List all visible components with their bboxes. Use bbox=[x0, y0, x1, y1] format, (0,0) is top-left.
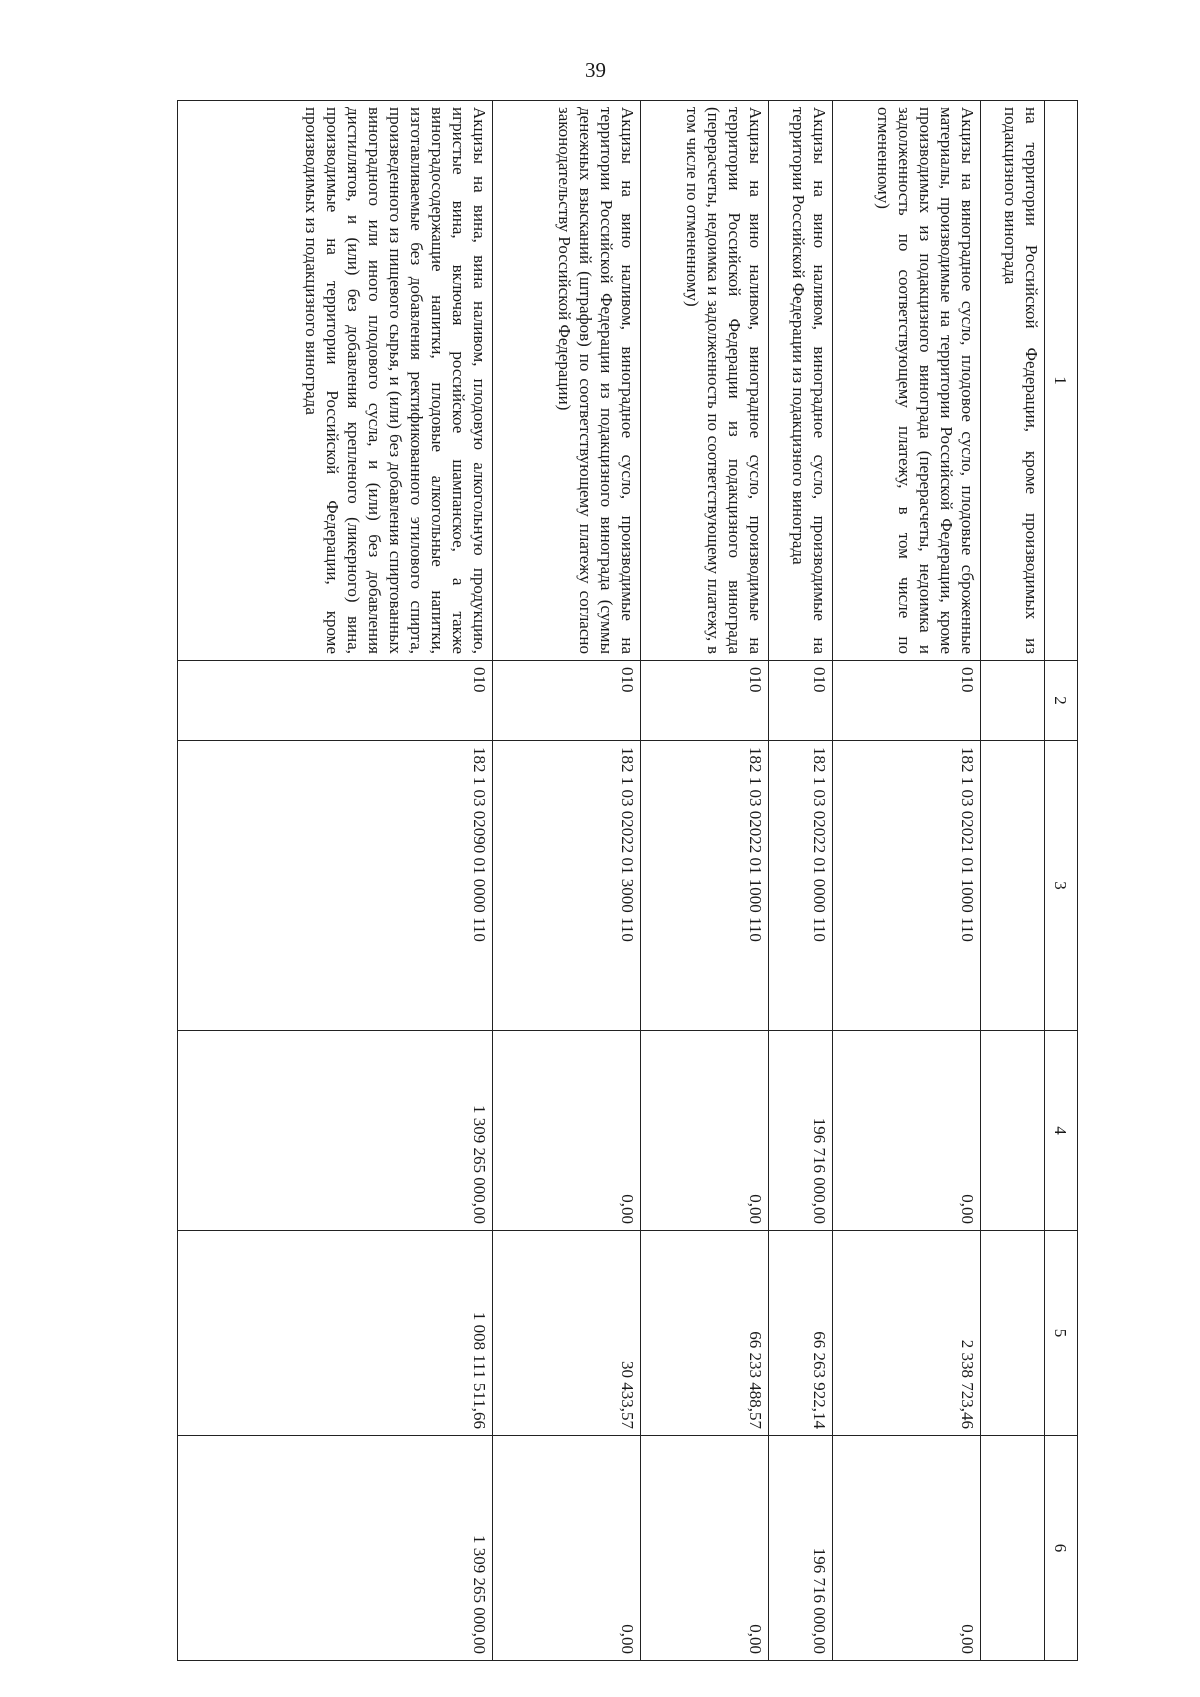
row-col5-value bbox=[981, 1231, 1045, 1436]
row-description: Акцизы на виноградное сусло, плодовое сусло, плодовые сброженные материалы, производимые на территории Российской Федерации, кроме производимых из подакцизного винограда (перерасчеты, недоимка и задолженность по соответствующему платежу, в том числе по отмененному) bbox=[833, 101, 981, 661]
header-cell-2: 2 bbox=[1045, 661, 1078, 741]
row-col4-value: 1 309 265 000,00 bbox=[178, 1031, 493, 1231]
row-line-code bbox=[981, 661, 1045, 741]
row-col5-value: 2 338 723,46 bbox=[833, 1231, 981, 1436]
table-row bbox=[493, 101, 641, 1661]
row-kbk-code: 182 1 03 02022 01 0000 110 bbox=[769, 741, 833, 1031]
row-col5-value: 66 263 922,14 bbox=[769, 1231, 833, 1436]
rotated-table-wrapper bbox=[183, 100, 1078, 1660]
row-col5-value: 66 233 488,57 bbox=[641, 1231, 769, 1436]
row-col6-value: 0,00 bbox=[641, 1436, 769, 1661]
header-cell-1: 1 bbox=[1045, 101, 1078, 661]
table-header-row bbox=[1045, 101, 1078, 1661]
row-kbk-code: 182 1 03 02090 01 0000 110 bbox=[178, 741, 493, 1031]
table-row bbox=[178, 101, 493, 1661]
row-col6-value: 1 309 265 000,00 bbox=[178, 1436, 493, 1661]
row-description: Акцизы на вино наливом, виноградное сусло, производимые на территории Российской Федерации из подакцизного винограда (суммы денежных взысканий (штрафов) по соответствующему платежу согласно законодательству Российской Федерации) bbox=[493, 101, 641, 661]
row-description: Акцизы на вина, вина наливом, плодовую алкогольную продукцию, игристые вина, включая российское шампанское, а также виноградосодержащие напитки, плодовые алкогольные напитки, изготавливаемые без добавления ректификованного этилового спирта, произведенного из пищевого сырья, и (или) без добавления спиртованных виноградного или иного плодового сусла, и (или) без добавления дистиллятов, и (или) без добавления крепленого (ликерного) вина, производимые на территории Российской Федерации, кроме производимых из подакцизного винограда bbox=[178, 101, 493, 661]
table-row bbox=[641, 101, 769, 1661]
row-description: Акцизы на вино наливом, виноградное сусло, производимые на территории Российской Федерации из подакцизного винограда bbox=[769, 101, 833, 661]
row-kbk-code: 182 1 03 02022 01 1000 110 bbox=[641, 741, 769, 1031]
row-col5-value: 1 008 111 511,66 bbox=[178, 1231, 493, 1436]
row-line-code: 010 bbox=[769, 661, 833, 741]
row-col6-value: 0,00 bbox=[493, 1436, 641, 1661]
row-kbk-code: 182 1 03 02021 01 1000 110 bbox=[833, 741, 981, 1031]
table-row bbox=[833, 101, 981, 1661]
row-kbk-code: 182 1 03 02022 01 3000 110 bbox=[493, 741, 641, 1031]
row-line-code: 010 bbox=[833, 661, 981, 741]
row-col4-value: 0,00 bbox=[493, 1031, 641, 1231]
row-kbk-code bbox=[981, 741, 1045, 1031]
header-cell-3: 3 bbox=[1045, 741, 1078, 1031]
table-row bbox=[981, 101, 1045, 1661]
row-col6-value: 196 716 000,00 bbox=[769, 1436, 833, 1661]
row-col5-value: 30 433,57 bbox=[493, 1231, 641, 1436]
row-line-code: 010 bbox=[493, 661, 641, 741]
header-cell-4: 4 bbox=[1045, 1031, 1078, 1231]
header-cell-6: 6 bbox=[1045, 1436, 1078, 1661]
row-col6-value: 0,00 bbox=[833, 1436, 981, 1661]
table-row bbox=[769, 101, 833, 1661]
row-col4-value bbox=[981, 1031, 1045, 1231]
row-col6-value bbox=[981, 1436, 1045, 1661]
page-number: 39 bbox=[585, 58, 606, 82]
row-line-code: 010 bbox=[641, 661, 769, 741]
row-description: Акцизы на вино наливом, виноградное сусло, производимые на территории Российской Федерации из подакцизного винограда (перерасчеты, недоимка и задолженность по соответствующему платежу, в том числе по отмененному) bbox=[641, 101, 769, 661]
row-col4-value: 0,00 bbox=[641, 1031, 769, 1231]
row-description: на территории Российской Федерации, кроме производимых из подакцизного винограда bbox=[981, 101, 1045, 661]
row-col4-value: 0,00 bbox=[833, 1031, 981, 1231]
row-line-code: 010 bbox=[178, 661, 493, 741]
header-cell-5: 5 bbox=[1045, 1231, 1078, 1436]
row-col4-value: 196 716 000,00 bbox=[769, 1031, 833, 1231]
budget-table bbox=[177, 100, 1078, 1661]
